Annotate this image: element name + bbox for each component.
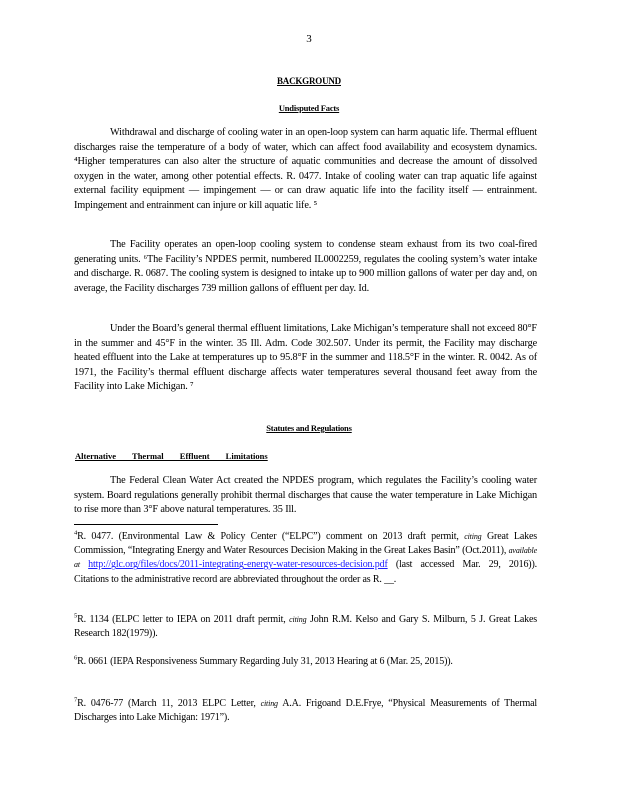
footnote-4-text-c: (last accessed Mar. 29, 2016)). Citations to the administrative record are abbreviated throughout the order as R. __. [74,559,538,585]
footnote-7-text-b: A.A. Frigoand D.E.Frye, “Physical Measurements of Thermal Discharges into Lake Michigan: 1971”). [74,698,537,724]
footnote-7-text-a: R. 0476-77 (March 11, 2013 ELPC Letter, [77,698,256,709]
statutes-paragraph: The Federal Clean Water Act created the NPDES program, which regulates the Facility’s cooling water system. Board regulations generally prohibit thermal discharges that cause the water temperature in Lake Michigan to rise more than 3°F above natural temperatures. 35 Ill. [74,475,537,516]
footnote-6-mark: 6 [74,654,78,662]
footnote-4-citing: citing [464,532,482,541]
footnote-4-link[interactable]: http://glc.org/files/docs/2011-integrating-energy-water-resources-decision.pdf [88,559,388,571]
body-paragraph-1: Withdrawal and discharge of cooling water in an open-loop system can harm aquatic life. Thermal effluent discharges raise the temperature of a body of water, which can affect food availability and ecosystem dynamics. ⁴Higher temperatures can also alter the structure of aquatic communities and decrease the amount of dissolved oxygen in the water, among other potential effects. R. 0477. Intake of cooling water can trap aquatic life against external facility equipment — impingement — or can draw aquatic life into the facility itself — entrainment. Impingement and entrainment can injure or kill aquatic life. ⁵ [74,127,537,211]
footnote-6 [74,655,537,669]
body-paragraph-3: Under the Board’s general thermal effluent limitations, Lake Michigan’s temperature shall not exceed 80°F in the summer and 45°F in the winter. 35 Ill. Adm. Code 302.507. Under its permit, the Facility may discharge heated effluent into the Lake at temperatures up to 95.8°F in the summer and 118.5°F in the winter. R. 0042. As of 1971, the Facility’s thermal effluent discharge affects water temperatures several thousand feet away from the Facility into Lake Michigan. ⁷ [74,323,537,393]
footnote-5-mark: 5 [74,612,78,620]
footnote-divider [74,524,218,525]
footnote-4-mark: 4 [74,529,78,537]
footnote-5-text-b: John R.M. Kelso and Gary S. Milburn, 5 J. Great Lakes Research 182(1979)). [74,614,537,640]
footnote-5 [74,613,537,641]
body-paragraph-2: The Facility operates an open-loop cooling system to condense steam exhaust from its two coal-fired generating units. ⁶The Facility’s NPDES permit, numbered IL0002259, regulates the cooling system’s water intake and discharge. R. 0687. The cooling system is designed to intake up to 900 million gallons of water per day and, on average, the Facility discharges 739 million gallons of effluent per day. Id. [74,239,537,294]
statutes-heading [0,423,618,433]
section-heading-text: BACKGROUND [276,76,341,86]
footnote-6-text: R. 0661 (IEPA Responsiveness Summary Regarding July 31, 2013 Hearing at 6 (Mar. 25, 2015)). [77,656,453,667]
section-heading [0,76,618,86]
alternative-limitations-heading: Alternative Thermal Effluent Limitations [75,451,268,461]
footnote-4-text-a: R. 0477. (Environmental Law & Policy Center (“ELPC”) comment on 2013 draft permit, [77,531,459,542]
footnote-4-text-b: Great Lakes Commission, “Integrating Energy and Water Resources Decision Making in the Great Lakes Basin” (Oct.2011), [74,531,538,557]
footnote-4 [74,530,537,587]
subsection-heading-text: Undisputed Facts [278,103,340,113]
footnote-7-citing: citing [260,699,278,708]
footnote-5-citing: citing [289,615,307,624]
footnote-5-text-a: R. 1134 (ELPC letter to IEPA on 2011 draft permit, [77,614,286,625]
statutes-heading-text: Statutes and Regulations [266,423,352,433]
footnote-7-mark: 7 [74,696,78,704]
footnote-7 [74,697,537,725]
subsection-heading [0,103,618,113]
footnote-4-available: available at [74,546,537,570]
page-number: 3 [306,33,312,45]
